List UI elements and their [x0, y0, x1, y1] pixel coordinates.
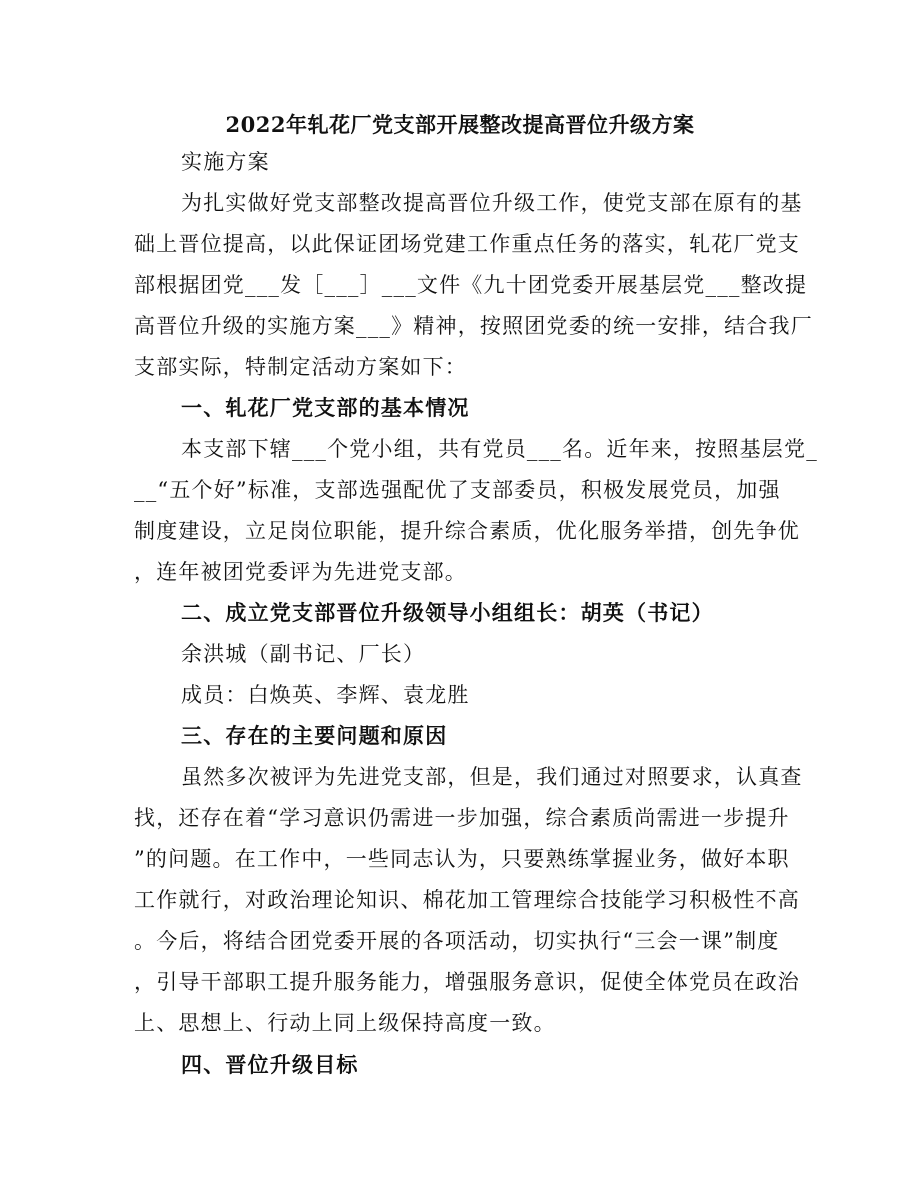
intro-line-3: 部根据团党___发［___］___文件《九十团党委开展基层党___整改提 — [134, 273, 808, 297]
section-3-line-4: 工作就行，对政治理论知识、棉花加工管理综合技能学习积极性不高 — [134, 888, 800, 912]
section-3-line-5: 。今后，将结合团党委开展的各项活动，切实执行“三会一课”制度 — [134, 929, 780, 953]
section-1-line-2: __“五个好”标准，支部选强配优了支部委员，积极发展党员，加强 — [134, 478, 781, 502]
intro-line-4: 高晋位升级的实施方案___》精神，按照团党委的统一安排，结合我厂 — [134, 314, 813, 338]
section-1-line-3: 制度建设，立足岗位职能，提升综合素质，优化服务举措，创先争优 — [134, 519, 800, 543]
intro-line-5: 支部实际，特制定活动方案如下： — [134, 355, 467, 379]
section-2-heading: 二、成立党支部晋位升级领导小组组长：胡英（书记） — [181, 600, 714, 625]
section-3-line-7: 上、思想上、行动上同上级保持高度一致。 — [134, 1011, 556, 1035]
section-4-heading: 四、晋位升级目标 — [181, 1052, 359, 1077]
section-3-line-2: 找，还存在着“学习意识仍需进一步加强，综合素质尚需进一步提升 — [134, 806, 790, 830]
section-3-line-6: ，引导干部职工提升服务能力，增强服务意识，促使全体党员在政治 — [134, 970, 800, 994]
section-3-line-3: ”的问题。在工作中，一些同志认为，只要熟练掌握业务，做好本职 — [134, 847, 790, 871]
section-2-deputy: 余洪城（副书记、厂长） — [181, 642, 426, 666]
document-subtitle: 实施方案 — [181, 150, 270, 174]
section-2-members: 成员：白焕英、李辉、袁龙胜 — [181, 683, 470, 707]
section-1-heading: 一、轧花厂党支部的基本情况 — [181, 395, 470, 420]
section-3-line-1: 虽然多次被评为先进党支部，但是，我们通过对照要求，认真查 — [181, 765, 803, 789]
intro-line-2: 础上晋位提高，以此保证团场党建工作重点任务的落实，轧花厂党支 — [134, 232, 800, 256]
intro-line-1: 为扎实做好党支部整改提高晋位升级工作，使党支部在原有的基 — [181, 191, 803, 215]
section-1-line-1: 本支部下辖___个党小组，共有党员___名。近年来，按照基层党_ — [181, 437, 818, 461]
section-3-heading: 三、存在的主要问题和原因 — [181, 723, 448, 748]
section-1-line-4: ，连年被团党委评为先进党支部。 — [134, 560, 467, 584]
document-title: 2022年轧花厂党支部开展整改提高晋位升级方案 — [225, 112, 695, 137]
